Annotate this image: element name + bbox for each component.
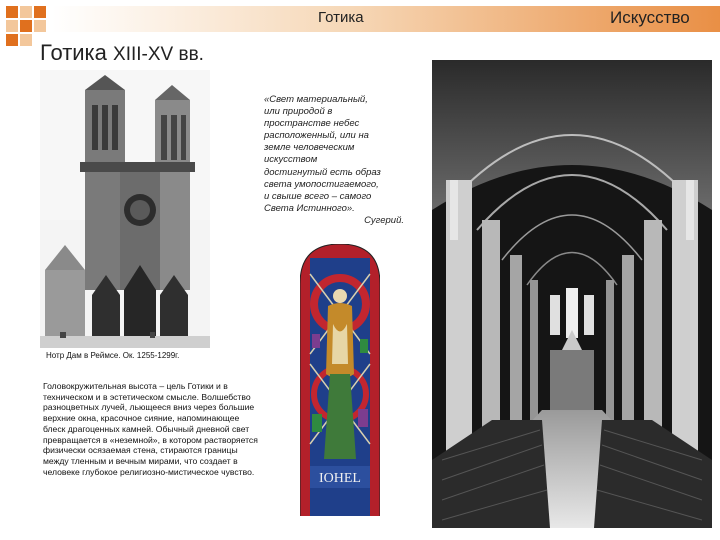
stained-glass-window-icon <box>300 244 380 516</box>
gothic-nave-image <box>432 60 712 528</box>
quote-line: достигнутый есть образ <box>264 166 381 178</box>
slide-title-century: XIII-XV вв. <box>113 44 204 65</box>
quote-line: расположенный, или на <box>264 130 369 142</box>
paragraph-line: между тленным и вечным мирами, что создает в <box>43 455 238 466</box>
decor-square <box>6 20 18 32</box>
quote-author: Сугерий. <box>364 214 404 226</box>
gothic-nave-photo-icon <box>432 60 712 528</box>
quote-line: «Свет материальный, <box>264 94 368 105</box>
glass-inscription: IOHEL <box>319 471 361 486</box>
decor-square <box>20 6 32 18</box>
quote-line: пространстве небес <box>264 118 360 130</box>
quote-line: земле человеческим <box>264 142 355 154</box>
quote-line: искусством <box>264 154 318 166</box>
quote-line: и свыше всего – самого <box>264 190 372 202</box>
decor-square <box>20 20 32 32</box>
header-subject-label: Искусство <box>610 8 690 27</box>
paragraph-line: превращается в «неземной», в котором растворяется <box>43 434 258 445</box>
quote-line: Света Истинного». <box>264 202 355 214</box>
slide-title <box>40 40 204 66</box>
decor-square <box>20 34 32 46</box>
paragraph-line: разноцветных лучей, льющееся вниз через большие <box>43 402 255 413</box>
suger-quote <box>264 94 404 227</box>
decor-square <box>6 6 18 18</box>
cathedral-caption: Нотр Дам в Реймсе. Ок. 1255-1299г. <box>46 351 180 360</box>
decor-square <box>34 6 46 18</box>
paragraph-line: техническом и в эстетическом смысле. Волшебство <box>43 391 251 402</box>
stained-glass-image <box>300 244 380 516</box>
header-section-label: Готика <box>318 9 364 26</box>
gothic-description <box>43 381 293 477</box>
decor-square <box>34 20 46 32</box>
quote-line: света умопостигаемого, <box>264 178 379 190</box>
decor-square <box>6 34 18 46</box>
quote-line: или природой в <box>264 106 333 118</box>
paragraph-line: блеск драгоценных камней. Обычный дневной свет <box>43 423 250 434</box>
paragraph-line: человеке глубокое религиозно-мистическое чувство. <box>43 466 255 477</box>
paragraph-line: физически осязаемая стена, стираются границы <box>43 445 238 456</box>
cathedral-drawing-icon <box>40 70 210 348</box>
paragraph-line: Головокружительная высота – цель Готики и в <box>43 381 228 391</box>
slide-title-main: Готика <box>40 40 114 65</box>
paragraph-line: верхние окна, красочное сияние, напоминающее <box>43 413 240 424</box>
reims-cathedral-image <box>40 70 210 348</box>
